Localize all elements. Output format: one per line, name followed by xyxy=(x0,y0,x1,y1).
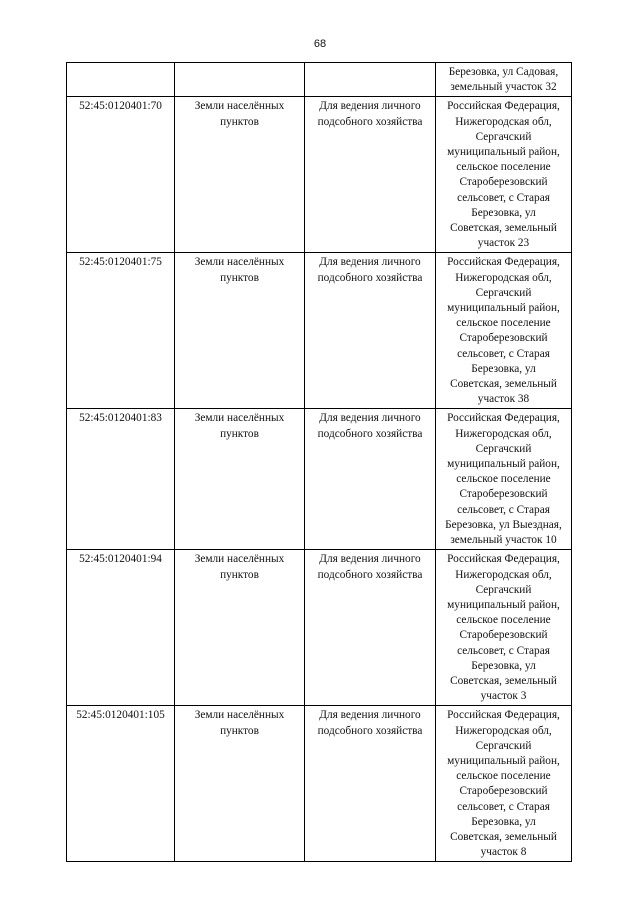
land-category-cell: Земли населённых пунктов xyxy=(175,409,305,550)
table-row xyxy=(67,706,572,862)
table-row xyxy=(67,253,572,409)
land-category-cell: Земли населённых пунктов xyxy=(175,550,305,706)
land-category-cell: Земли населённых пунктов xyxy=(175,706,305,862)
cadastral-number-cell xyxy=(67,63,175,97)
land-category-cell: Земли населённых пунктов xyxy=(175,97,305,253)
permitted-use-cell: Для ведения личного подсобного хозяйства xyxy=(305,409,436,550)
permitted-use-cell: Для ведения личного подсобного хозяйства xyxy=(305,253,436,409)
address-cell: Российская Федерация, Нижегородская обл, Сергачский муниципальный район, сельское поселение Староберезовский сельсовет, с Старая Березовка, ул Выездная, земельный участок 10 xyxy=(436,409,572,550)
page-number: 68 xyxy=(313,38,327,50)
address-cell: Российская Федерация, Нижегородская обл, Сергачский муниципальный район, сельское поселение Староберезовский сельсовет, с Старая Березовка, ул Советская, земельный участок 23 xyxy=(436,97,572,253)
cadastral-number-cell: 52:45:0120401:83 xyxy=(67,409,175,550)
permitted-use-cell: Для ведения личного подсобного хозяйства xyxy=(305,706,436,862)
address-cell: Березовка, ул Садовая, земельный участок 32 xyxy=(436,63,572,97)
land-category-cell: Земли населённых пунктов xyxy=(175,253,305,409)
address-cell: Российская Федерация, Нижегородская обл, Сергачский муниципальный район, сельское поселение Староберезовский сельсовет, с Старая Березовка, ул Советская, земельный участок 8 xyxy=(436,706,572,862)
cadastral-number-cell: 52:45:0120401:75 xyxy=(67,253,175,409)
table-row xyxy=(67,409,572,550)
cadastral-number-cell: 52:45:0120401:70 xyxy=(67,97,175,253)
address-cell: Российская Федерация, Нижегородская обл, Сергачский муниципальный район, сельское поселение Староберезовский сельсовет, с Старая Березовка, ул Советская, земельный участок 3 xyxy=(436,550,572,706)
address-cell: Российская Федерация, Нижегородская обл, Сергачский муниципальный район, сельское поселение Староберезовский сельсовет, с Старая Березовка, ул Советская, земельный участок 38 xyxy=(436,253,572,409)
permitted-use-cell: Для ведения личного подсобного хозяйства xyxy=(305,550,436,706)
permitted-use-cell: Для ведения личного подсобного хозяйства xyxy=(305,97,436,253)
table-row xyxy=(67,97,572,253)
permitted-use-cell xyxy=(305,63,436,97)
land-plots-table xyxy=(66,62,572,862)
cadastral-number-cell: 52:45:0120401:105 xyxy=(67,706,175,862)
table-row xyxy=(67,550,572,706)
cadastral-number-cell: 52:45:0120401:94 xyxy=(67,550,175,706)
land-category-cell xyxy=(175,63,305,97)
table-row xyxy=(67,63,572,97)
